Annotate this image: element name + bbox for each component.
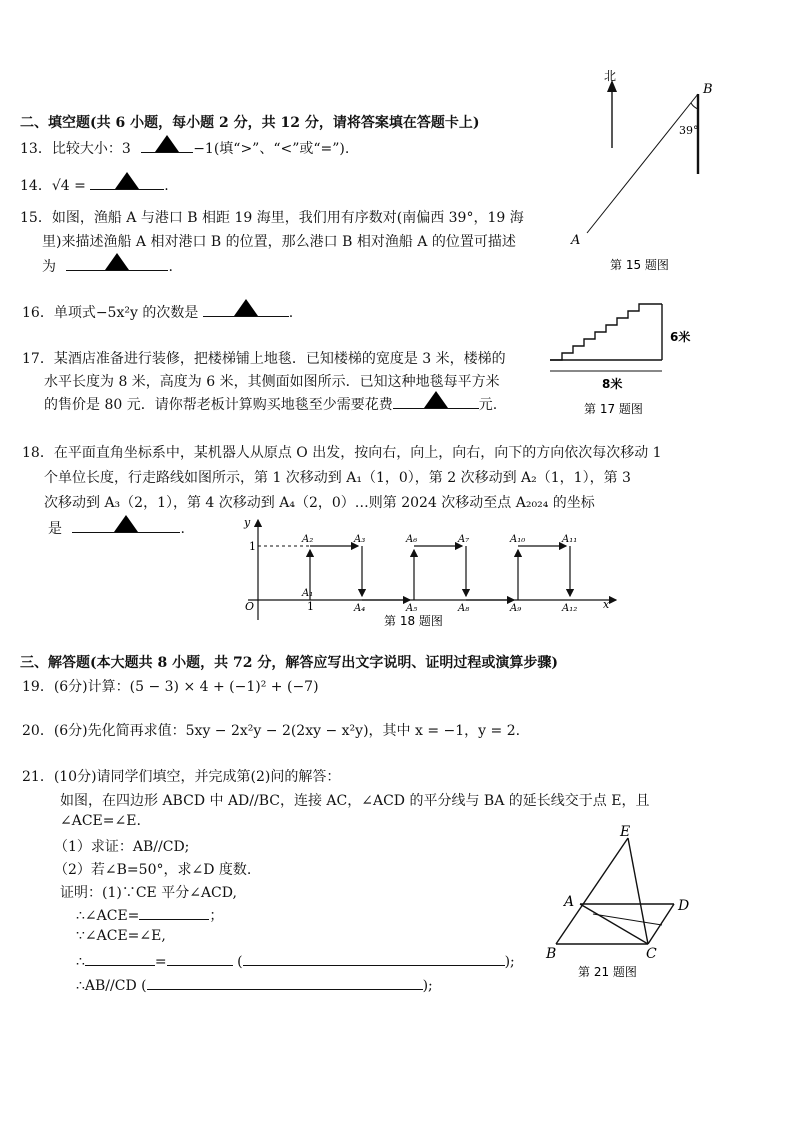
fig21-caption: 第 21 题图 xyxy=(578,965,637,979)
q17-line-1: 17．某酒店准备进行装修，把楼梯铺上地毯．已知楼梯的宽度是 3 米，楼梯的 xyxy=(22,351,506,367)
q21-proof-5-end: ); xyxy=(422,978,433,994)
q14-number: 14． xyxy=(20,178,52,194)
fig18-caption: 第 18 题图 xyxy=(384,614,443,628)
fig18-robot-path xyxy=(310,546,570,600)
q17-line-3-start: 的售价是 80 元．请你帮老板计算购买地毯至少需要花费 xyxy=(44,397,393,413)
section-3-heading: 三、解答题(本大题共 8 小题，共 72 分，解答应写出文字说明、证明过程或演算步骤) xyxy=(20,655,558,671)
figure-15 xyxy=(560,68,730,278)
q14-answer-blank[interactable] xyxy=(90,175,164,190)
question-19: 19．(6分)计算：(5 − 3) × 4 + (−1)² + (−7) xyxy=(22,679,319,695)
q13-text-after: −1(填“>”、“<”或“=”). xyxy=(193,141,350,157)
question-13 xyxy=(20,138,349,158)
q17-answer-blank[interactable] xyxy=(393,394,479,409)
q16-end: . xyxy=(288,305,294,321)
q21-proof-3: ∵∠ACE=∠E, xyxy=(76,928,166,944)
answer-triangle-icon xyxy=(114,515,138,532)
fig18-label-bottom: A₄ xyxy=(354,603,366,614)
answer-triangle-icon xyxy=(424,391,448,408)
fig21-line-ac xyxy=(580,904,648,944)
q21-line-1: 21．(10分)请同学们填空，并完成第(2)问的解答： xyxy=(22,769,341,785)
fig21-point-a: A xyxy=(564,894,575,910)
fig18-label-bottom: A₈ xyxy=(458,603,470,614)
q18-line-3: 次移动到 A₃（2，1），第 4 次移动到 A₄（2，0）…则第 2024 次移动至点 A₂₀₂₄ 的坐标 xyxy=(44,495,595,511)
q15-line-2: 里)来描述渔船 A 相对港口 B 的位置，那么港口 B 相对渔船 A 的位置可描述 xyxy=(42,234,516,250)
fig18-label-top: A₆ xyxy=(406,534,418,545)
q21-part-1: （1）求证：AB//CD; xyxy=(54,839,190,855)
figure-18 xyxy=(232,512,622,630)
q21-proof-4-start: ∴ xyxy=(76,954,85,970)
q21-proof-1: 证明：(1)∵CE 平分∠ACD, xyxy=(60,885,237,901)
fig18-origin: O xyxy=(245,600,255,613)
q21-proof-2-end: ； xyxy=(209,908,224,924)
fig18-label-top: A₇ xyxy=(458,534,470,545)
figure-21 xyxy=(540,822,700,982)
q15-line-3-start: 为 xyxy=(42,259,56,275)
q18-line-2: 个单位长度，行走路线如图所示，第 1 次移动到 A₁（1，0），第 2 次移动到 A₂（1，1），第 3 xyxy=(44,470,631,486)
figure-17 xyxy=(546,296,696,418)
q21-blank-reason-1[interactable] xyxy=(243,951,505,966)
q21-blank-reason-2[interactable] xyxy=(147,975,423,990)
q21-proof-2 xyxy=(76,905,223,925)
q15-line-3 xyxy=(42,256,173,276)
question-14 xyxy=(20,175,169,195)
fig15-point-b: B xyxy=(703,82,713,97)
q18-line-4-start: 是 xyxy=(48,521,62,537)
q21-proof-4-eq: = xyxy=(154,954,167,970)
fig15-angle-label: 39° xyxy=(679,124,699,137)
fig15-north-label: 北 xyxy=(604,69,617,83)
q21-line-3: ∠ACE=∠E. xyxy=(60,813,141,829)
fig18-label-top: A₁₀ xyxy=(510,534,526,545)
fig15-caption: 第 15 题图 xyxy=(610,258,669,272)
q21-proof-4-paren-close: ); xyxy=(504,954,515,970)
question-16 xyxy=(22,302,293,322)
fig15-point-a: A xyxy=(571,233,581,248)
q21-part-2: （2）若∠B=50°，求∠D 度数. xyxy=(54,862,252,878)
q15-line-3-end: . xyxy=(168,259,173,275)
q18-line-4-end: . xyxy=(180,521,185,537)
fig21-point-b: B xyxy=(546,946,557,962)
answer-triangle-icon xyxy=(115,172,139,189)
q13-answer-blank[interactable] xyxy=(141,138,193,153)
fig18-y-label: y xyxy=(244,516,251,529)
q17-line-2: 水平长度为 8 米，高度为 6 米，其侧面如图所示．已知这种地毯每平方米 xyxy=(44,374,500,390)
fig18-one-x: 1 xyxy=(307,600,314,613)
fig18-label-top: A₁₁ xyxy=(562,534,578,545)
q17-line-3-end: 元. xyxy=(478,397,498,413)
answer-triangle-icon xyxy=(234,299,258,316)
fig21-inner-line xyxy=(593,914,662,925)
fig17-width-label: 8米 xyxy=(602,377,623,391)
fig21-line-eb xyxy=(556,838,628,944)
answer-triangle-icon xyxy=(155,135,179,152)
q21-blank-left[interactable] xyxy=(85,951,155,966)
fig21-point-c: C xyxy=(646,946,657,962)
fig18-label-top: A₃ xyxy=(354,534,366,545)
section-2-heading: 二、填空题(共 6 小题，每小题 2 分，共 12 分，请将答案填在答题卡上) xyxy=(20,115,480,131)
fig18-one-y: 1 xyxy=(249,540,256,553)
question-20: 20．(6分)先化简再求值：5xy − 2x²y − 2(2xy − x²y)，其中 x = −1，y = 2. xyxy=(22,723,521,739)
fig21-line-ec xyxy=(628,838,648,944)
q21-proof-2-start: ∴∠ACE= xyxy=(76,908,140,924)
q21-blank-angle[interactable] xyxy=(139,905,209,920)
q15-line-1: 15．如图，渔船 A 与港口 B 相距 19 海里，我们用有序数对(南偏西 39°，19 海 xyxy=(20,210,524,226)
q18-answer-blank[interactable] xyxy=(72,518,180,533)
q13-text: 13．比较大小：3 xyxy=(20,141,131,157)
q16-text: 16．单项式−5x²y 的次数是 xyxy=(22,305,199,321)
q14-expression: √4 = xyxy=(51,178,86,194)
q17-line-3 xyxy=(44,394,497,414)
fig18-label-bottom: A₅ xyxy=(406,603,418,614)
q21-proof-5-start: ∴AB//CD ( xyxy=(76,978,147,994)
fig17-caption: 第 17 题图 xyxy=(584,402,643,416)
fig17-staircase xyxy=(550,304,662,360)
fig18-label-top: A₂ xyxy=(302,534,314,545)
q18-line-1: 18．在平面直角坐标系中，某机器人从原点 O 出发，按向右，向上，向右，向下的方向依次每次移动 1 xyxy=(22,445,662,461)
q21-proof-5 xyxy=(76,975,433,994)
fig15-segment-ab xyxy=(587,94,698,233)
fig17-height-label: 6米 xyxy=(670,330,691,344)
q21-blank-right[interactable] xyxy=(167,951,233,966)
q21-line-2: 如图，在四边形 ABCD 中 AD//BC，连接 AC，∠ACD 的平分线与 BA 的延长线交于点 E，且 xyxy=(60,793,650,809)
fig18-x-label: x xyxy=(603,598,610,611)
fig21-line-dc xyxy=(648,904,674,944)
q21-proof-4 xyxy=(76,951,515,970)
fig21-point-d: D xyxy=(678,898,690,914)
fig18-label-bottom: A₁ xyxy=(302,588,314,599)
q15-answer-blank[interactable] xyxy=(66,256,168,271)
fig21-point-e: E xyxy=(620,824,631,840)
fig18-label-bottom: A₁₂ xyxy=(562,603,578,614)
answer-triangle-icon xyxy=(105,253,129,270)
q21-proof-4-paren-open: ( xyxy=(237,954,243,970)
q16-answer-blank[interactable] xyxy=(203,302,289,317)
q18-line-4 xyxy=(48,518,185,538)
q14-end: . xyxy=(164,178,169,194)
fig18-label-bottom: A₉ xyxy=(510,603,522,614)
